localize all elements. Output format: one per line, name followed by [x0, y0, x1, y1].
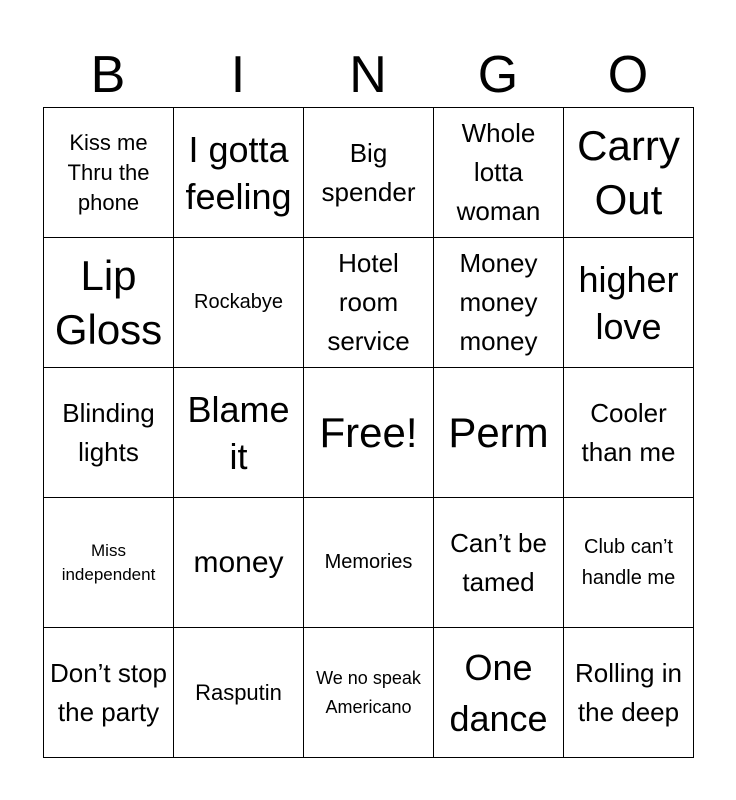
grid-row-5	[44, 628, 694, 758]
bingo-cell[interactable]	[434, 108, 564, 238]
grid-row-1	[44, 108, 694, 238]
bingo-cell[interactable]	[304, 498, 434, 628]
cell-text: money	[193, 545, 284, 579]
cell-text: Memories	[324, 551, 413, 573]
bingo-cell[interactable]	[564, 238, 694, 368]
grid-row-3	[44, 368, 694, 498]
bingo-cell[interactable]	[174, 628, 304, 758]
cell-text: Club can’t handle me	[581, 535, 676, 589]
bingo-cell[interactable]	[174, 498, 304, 628]
cell-text: Carry Out	[577, 121, 680, 223]
bingo-cell[interactable]	[564, 368, 694, 498]
cell-text: Blinding lights	[62, 397, 155, 467]
cell-text: Perm	[448, 408, 549, 456]
bingo-cell[interactable]	[304, 628, 434, 758]
bingo-cell[interactable]	[44, 498, 174, 628]
grid-row-2	[44, 238, 694, 368]
bingo-cell[interactable]	[174, 238, 304, 368]
cell-text: Cooler than me	[581, 397, 676, 467]
header-letter-b: B	[90, 46, 126, 104]
cell-text: Money money money	[459, 248, 538, 356]
bingo-cell[interactable]	[44, 238, 174, 368]
cell-text: Kiss me Thru the phone	[67, 129, 150, 215]
cell-text: higher love	[578, 258, 679, 347]
header-letter-n: N	[349, 46, 387, 104]
bingo-cell[interactable]	[434, 628, 564, 758]
cell-text: Hotel room service	[327, 248, 410, 356]
cell-text: Whole lotta woman	[456, 118, 541, 226]
cell-text: Lip Gloss	[54, 251, 163, 353]
cell-text: We no speak Americano	[316, 667, 421, 717]
cell-text: One dance	[449, 646, 548, 739]
bingo-cell[interactable]	[564, 628, 694, 758]
cell-text: I gotta feeling	[185, 128, 292, 217]
bingo-cell[interactable]	[44, 368, 174, 498]
cell-text: Blame it	[187, 388, 290, 477]
bingo-grid	[43, 107, 694, 758]
cell-text: Big spender	[321, 137, 416, 207]
bingo-cell[interactable]	[174, 368, 304, 498]
bingo-header	[43, 44, 693, 106]
bingo-cell[interactable]	[44, 108, 174, 238]
cell-text: Don’t stop the party	[49, 657, 168, 727]
bingo-cell[interactable]	[304, 238, 434, 368]
cell-text: Rolling in the deep	[575, 657, 682, 727]
bingo-cell[interactable]	[434, 498, 564, 628]
bingo-cell[interactable]	[434, 238, 564, 368]
header-letter-i: I	[230, 46, 246, 104]
bingo-cell[interactable]	[304, 108, 434, 238]
cell-text: Miss independent	[61, 540, 156, 584]
free-space-text: Free!	[319, 408, 418, 456]
free-space-cell[interactable]	[304, 368, 434, 498]
bingo-cell[interactable]	[44, 628, 174, 758]
header-letter-g: G	[477, 46, 519, 104]
cell-text: Rockabye	[194, 291, 283, 313]
header-letter-o: O	[607, 46, 649, 104]
grid-row-4	[44, 498, 694, 628]
bingo-cell[interactable]	[174, 108, 304, 238]
cell-text: Can’t be tamed	[450, 527, 547, 597]
bingo-cell[interactable]	[564, 108, 694, 238]
cell-text: Rasputin	[195, 679, 282, 705]
bingo-cell[interactable]	[564, 498, 694, 628]
bingo-cell[interactable]	[434, 368, 564, 498]
